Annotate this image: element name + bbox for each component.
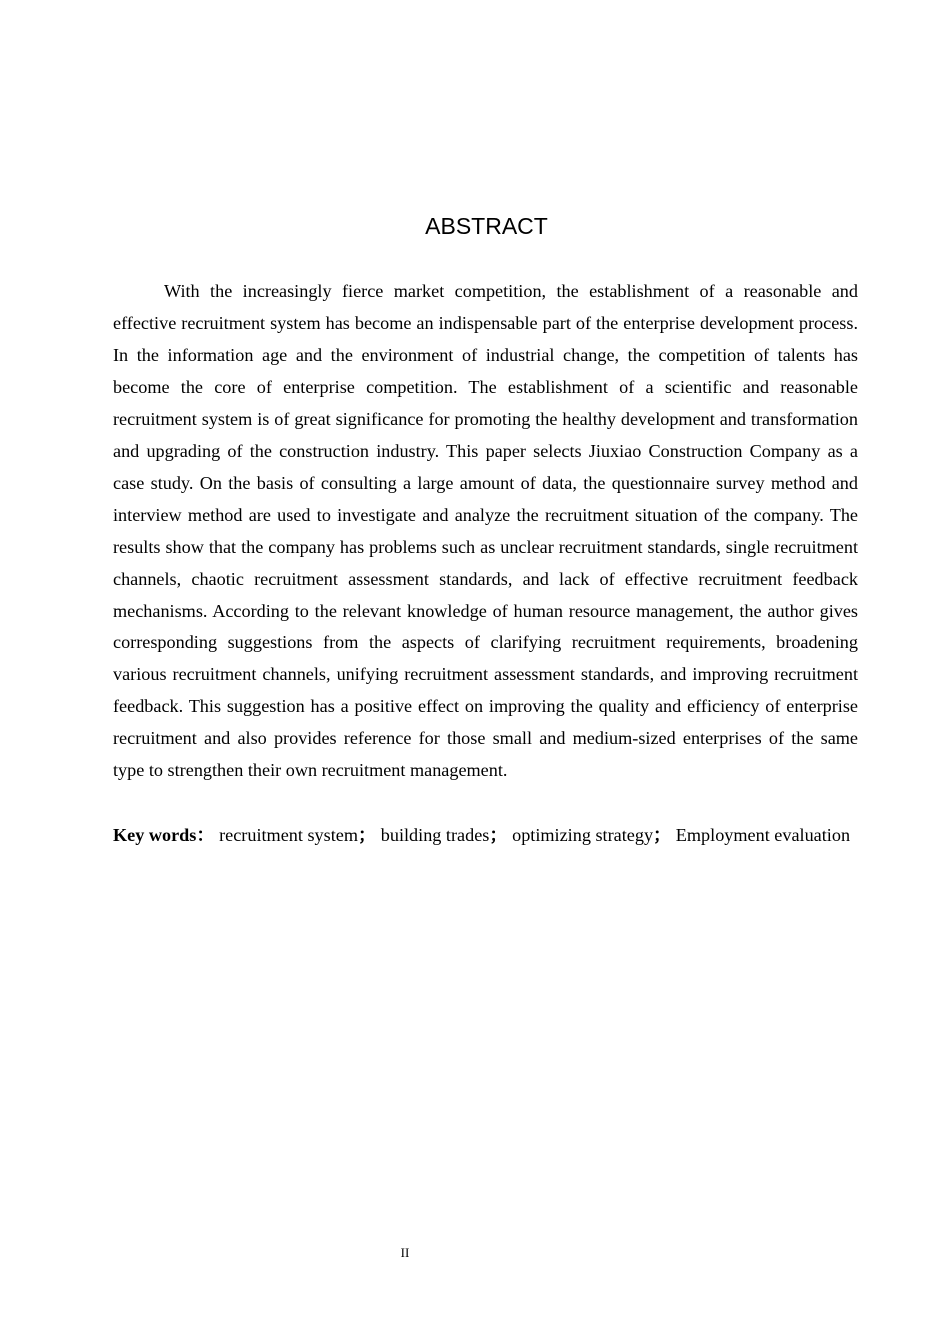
keywords-line <box>113 819 858 851</box>
keyword-separator: ； <box>653 825 672 845</box>
page-number: II <box>400 1245 410 1260</box>
keyword-item: building trades <box>380 825 490 845</box>
keyword-item: recruitment system <box>219 825 358 845</box>
keyword-item: Employment evaluation <box>675 825 851 845</box>
keyword-separator: ； <box>358 825 377 845</box>
keywords-label: Key words： <box>113 825 215 845</box>
page-title: ABSTRACT <box>425 213 548 239</box>
keyword-item: optimizing strategy <box>512 825 654 845</box>
abstract-paragraph: With the increasingly fierce market competition, the establishment of a reasonable and effective recruitment system has become an indispensable part of the enterprise development process. In the information age and the environment of industrial change, the competition of talents has become the core of enterprise competition. The establishment of a scientific and reasonable recruitment system is of great significance for promoting the healthy development and transformation and upgrading of the construction industry. This paper selects Jiuxiao Construction Company as a case study. On the basis of consulting a large amount of data, the questionnaire survey method and interview method are used to investigate and analyze the recruitment situation of the company. The results show that the company has problems such as unclear recruitment standards, single recruitment channels, chaotic recruitment assessment standards, and lack of effective recruitment feedback mechanisms. According to the relevant knowledge of human resource management, the author gives corresponding suggestions from the aspects of clarifying recruitment requirements, broadening various recruitment channels, unifying recruitment assessment standards, and improving recruitment feedback. This suggestion has a positive effect on improving the quality and efficiency of enterprise recruitment and also provides reference for those small and medium-sized enterprises of the same type to strengthen their own recruitment management. <box>113 281 858 781</box>
keyword-separator: ； <box>489 825 508 845</box>
